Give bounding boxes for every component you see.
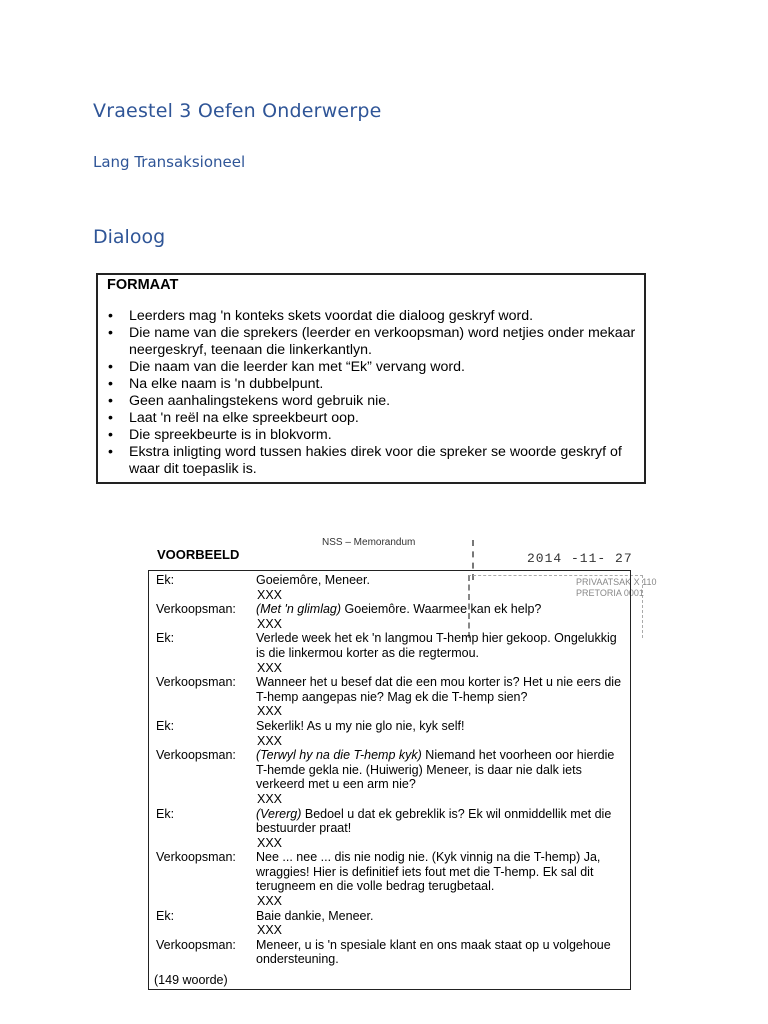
speech-words: Goeiemôre, Meneer. <box>256 573 370 587</box>
mark-placeholder: XXX <box>257 835 283 850</box>
speech-text <box>256 573 630 588</box>
speech-words: Verlede week het ek 'n langmou T-hemp hier gekoop. Ongelukkig is die linkermou korter as die regtermou. <box>256 631 617 660</box>
bullet-icon: • <box>108 444 113 460</box>
speaker-label: Verkoopsman: <box>156 850 236 865</box>
formaat-item <box>98 393 638 410</box>
speech-words: Wanneer het u besef dat die een mou korter is? Het u nie eers die T-hemp aangepas nie? Mag ek die T-hemp sien? <box>256 675 622 704</box>
speech-words: Baie dankie, Meneer. <box>256 908 374 923</box>
dialogue-turn <box>149 909 630 938</box>
formaat-item <box>98 427 638 444</box>
speech-text <box>256 748 630 792</box>
mark-placeholder: XXX <box>257 894 283 909</box>
stamp-text-line: PRETORIA 0001 <box>576 588 644 598</box>
speech-text <box>256 675 630 704</box>
stage-direction: (Vererg) <box>256 806 302 821</box>
speech-text <box>256 631 630 660</box>
bullet-icon: • <box>108 410 113 426</box>
formaat-item <box>98 444 638 478</box>
speech-words: Goeiemôre. Waarmee kan ek help? <box>341 602 542 617</box>
bullet-icon: • <box>108 359 113 375</box>
speech-words: Sekerlik! As u my nie glo nie, kyk self! <box>256 718 465 733</box>
mark-placeholder: XXX <box>257 616 283 631</box>
speaker-label: Ek: <box>156 718 175 733</box>
section-heading: Dialoog <box>93 226 166 248</box>
dialogue-turn <box>149 850 630 908</box>
speech-text <box>256 850 630 894</box>
formaat-item-text: Geen aanhalingstekens word gebruik nie. <box>129 393 391 409</box>
speaker-label: Ek: <box>156 908 175 923</box>
speech-text <box>256 602 630 617</box>
mark-placeholder: XXX <box>257 587 283 602</box>
formaat-item-text: Leerders mag 'n konteks skets voordat die dialoog geskryf word. <box>129 308 534 324</box>
dialogue-turn <box>149 938 630 967</box>
dialogue-turn <box>149 602 630 631</box>
bullet-icon: • <box>108 427 113 443</box>
bullet-icon: • <box>108 376 113 392</box>
formaat-heading: FORMAAT <box>107 277 179 293</box>
speech-words: Niemand het voorheen oor hierdie T-hemde gekla nie. (Huiwerig) Meneer, is daar nie dalk iets verkeerd met u een arm nie? <box>256 748 615 792</box>
speech-text <box>256 909 630 924</box>
formaat-item-text: Na elke naam is 'n dubbelpunt. <box>129 376 324 392</box>
speech-text <box>256 807 630 836</box>
dialogue-turn <box>149 719 630 748</box>
bullet-icon: • <box>108 325 113 341</box>
word-count: (149 woorde) <box>154 973 228 988</box>
stamp-date: 2014 -11- 27 <box>527 551 633 566</box>
speaker-label: Verkoopsman: <box>156 748 236 763</box>
dialogue-turn <box>149 748 630 806</box>
bullet-icon: • <box>108 393 113 409</box>
formaat-item <box>98 410 638 427</box>
document-title: Vraestel 3 Oefen Onderwerpe <box>93 100 382 122</box>
bullet-icon: • <box>108 308 113 324</box>
formaat-item <box>98 359 638 376</box>
speaker-label: Verkoopsman: <box>156 675 236 690</box>
formaat-item-text: Ekstra inligting word tussen hakies direk voor die spreker se woorde geskryf of waar dit toepaslik is. <box>129 444 622 477</box>
mark-placeholder: XXX <box>257 733 283 748</box>
speaker-label: Verkoopsman: <box>156 937 236 952</box>
speech-words: Bedoel u dat ek gebreklik is? Ek wil onmiddellik met die bestuurder praat! <box>256 806 612 836</box>
speaker-label: Ek: <box>156 631 175 646</box>
mark-placeholder: XXX <box>257 660 283 675</box>
mark-placeholder: XXX <box>257 923 283 938</box>
formaat-item <box>98 376 638 393</box>
speech-words: Meneer, u is 'n spesiale klant en ons maak staat op u volgehoue ondersteuning. <box>256 937 611 967</box>
dialogue-rows <box>149 573 630 967</box>
speaker-label: Ek: <box>156 573 175 587</box>
dialogue-turn <box>149 573 630 602</box>
speaker-label: Ek: <box>156 806 175 821</box>
formaat-box <box>96 273 646 484</box>
dialogue-turn <box>149 675 630 719</box>
formaat-list <box>98 308 638 478</box>
mark-placeholder: XXX <box>257 704 283 719</box>
document-subtitle: Lang Transaksioneel <box>93 153 246 171</box>
stamp-text-line: PRIVAATSAK X 110 <box>576 577 657 587</box>
formaat-item-text: Die name van die sprekers (leerder en verkoopsman) word netjies onder mekaar neergeskryf, teenaan die linkerkantlyn. <box>129 325 636 358</box>
memorandum-header-text: NSS – Memorandum <box>322 537 416 545</box>
formaat-item <box>98 308 638 325</box>
formaat-item <box>98 325 638 359</box>
speaker-label: Verkoopsman: <box>156 602 236 617</box>
dialogue-turn <box>149 807 630 851</box>
dialogue-example-box <box>148 570 631 990</box>
formaat-item-text: Die naam van die leerder kan met “Ek” vervang word. <box>129 359 465 375</box>
formaat-item-text: Die spreekbeurte is in blokvorm. <box>129 427 332 443</box>
voorbeeld-heading: VOORBEELD <box>157 547 240 562</box>
speech-words: Nee ... nee ... dis nie nodig nie. (Kyk vinnig na die T-hemp) Ja, wraggies! Hier is definitief iets fout met die T-hemp. Ek sal dit terugneem en die volle bedrag terugbetaal. <box>256 850 601 894</box>
dialogue-turn <box>149 631 630 675</box>
stage-direction: (Met 'n glimlag) <box>256 602 342 617</box>
stage-direction: (Terwyl hy na die T-hemp kyk) <box>256 748 422 763</box>
speech-text <box>256 938 630 967</box>
speech-text <box>256 719 630 734</box>
formaat-item-text: Laat 'n reël na elke spreekbeurt oop. <box>129 410 359 426</box>
mark-placeholder: XXX <box>257 791 283 806</box>
